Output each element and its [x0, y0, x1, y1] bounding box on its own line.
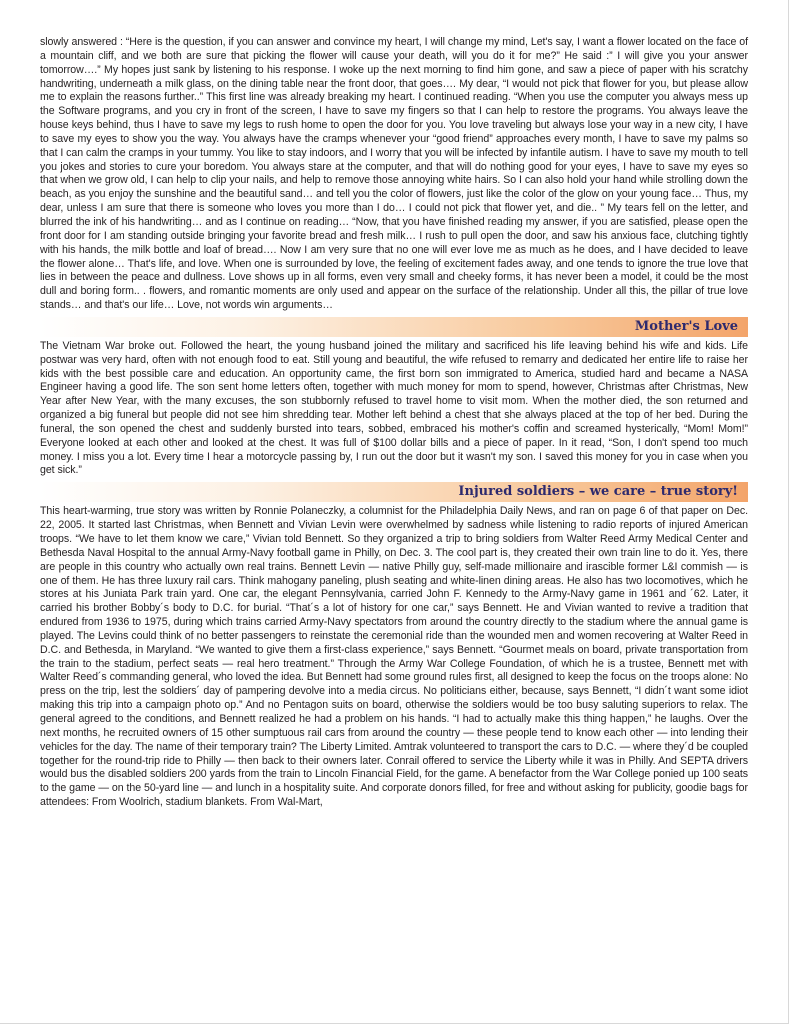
injured-soldiers-paragraph: This heart-warming, true story was written by Ronnie Polaneczky, a columnist for the Philadelphia Daily News, and ran on page 6 of that paper on Dec. 22, 2005. It started last Christmas, when Bennett and Vivian Levin were overwhelmed by sadness while listening to radio reports of injured American troops. “We have to let them know we care,” Vivian told Bennett. So they organized a trip to bring soldiers from Walter Reed Army Medical Center and Bethesda Naval Hospital to the annual Army-Navy football game in Philly, on Dec. 3. The cool part is, they created their own train line to do it. Yes, there are people in this country who actually own real trains. Bennett Levin — native Philly guy, self-made millionaire and irascible former L&I commish — is one of them. He has three luxury rail cars. Think mahogany paneling, plush seating and white-linen dining areas. He also has two locomotives, which he stores at his Juniata Park train yard. One car, the elegant Pennsylvania, carried John F. Kennedy to the Army-Navy game in 1961 and ´62. Later, it carried his brother Bobby´s body to D.C. for burial. “That´s a lot of history for one car,” says Bennett. He and Vivian wanted to revive a tradition that endured from 1936 to 1975, during which trains carried Army-Navy spectators from around the country directly to the stadium where the annual game is played. The Levins could think of no better passengers to reinstate the ceremonial ride than the wounded men and women recovering at Walter Reed in D.C. and Bethesda, in Maryland. “We wanted to give them a first-class experience,” says Bennett. “Gourmet meals on board, private transportation from the train to the stadium, perfect seats — real hero treatment.” Through the Army War College Foundation, of which he is a trustee, Bennett met with Walter Reed´s commanding general, who loved the idea. But Bennett had some ground rules first, all designed to keep the focus on the troops alone: No press on the trip, lest the soldiers´ day of pampering devolve into a media circus. No politicians either, because, says Bennett, “I didn´t want some idiot making this trip into a campaign photo op.” And no Pentagon suits on board, otherwise the soldiers would be too busy saluting superiors to relax. The general agreed to the conditions, and Bennett realized he had a problem on his hands. “I had to actually make this thing happen,” he laughs. Over the next months, he recruited owners of 15 other sumptuous rail cars from around the country — these people tend to know each other — into lending their vehicles for the day. The name of their temporary train? The Liberty Limited. Amtrak volunteered to transport the cars to D.C. — where they´d be coupled together for the round-trip ride to Philly — then back to their owners later. Conrail offered to service the Liberty while it was in Philly. And SEPTA drivers would bus the disabled soldiers 200 yards from the train to Lincoln Financial Field, for the game. A benefactor from the War College ponied up 100 seats to the game — on the 50-yard line — and lunch in a hospitality suite. And corporate donors filled, for free and without asking for publicity, goodie bags for attendees: From Woolrich, stadium blankets. From Wal-Mart, [40, 505, 748, 809]
love-story-paragraph: slowly answered : “Here is the question, if you can answer and convince my heart, I will change my mind, Let's say, I want a flower located on the face of a mountain cliff, and we both are sure that picking the flower will cause your death, will you do it for me?” He said :” I will give you your answer tomorrow….” My hopes just sank by listening to his response. I woke up the next morning to find him gone, and saw a piece of paper with his scratchy handwriting, underneath a milk glass, on the dining table near the front door, that goes…. My dear, “I would not pick that flower for you, but please allow me to explain the reasons further..” This first line was already breaking my heart. I continued reading. “When you use the computer you always mess up the Software programs, and you cry in front of the screen, I have to save my fingers so that I can help to restore the programs. You always leave the house keys behind, thus I have to save my legs to rush home to open the door for you. You love traveling but always lose your way in a new city, I have to save my eyes to show you the way. You always have the cramps whenever your “good friend” approaches every month, I have to save my palms so that I can calm the cramps in your tummy. You like to stay indoors, and I worry that you will be infected by infantile autism. I have to save my mouth to tell you jokes and stories to cure your boredom. You always stare at the computer, and that will do nothing good for your eyes, I have to save my eyes so that when we grow old, I can help to clip your nails, and help to remove those annoying white hairs. So I can also hold your hand while strolling down the beach, as you enjoy the sunshine and the beautiful sand… and tell you the color of flowers, just like the color of the glow on your young face… Thus, my dear, unless I am sure that there is someone who loves you more than I do… I could not pick that flower yet, and die.. ” My tears fell on the letter, and blurred the ink of his handwriting… and as I continue on reading… “Now, that you have finished reading my answer, if you are satisfied, please open the front door for I am standing outside bringing your favorite bread and fresh milk… I rush to pull open the door, and saw his anxious face, clutching tightly with his hands, the milk bottle and loaf of bread…. Now I am very sure that no one will ever love me as much as he does, and I have decided to leave the flower alone… That's life, and love. When one is surrounded by love, the feeling of excitement fades away, and one tends to ignore the true love that lies in between the peace and dullness. Love shows up in all forms, even very small and cheeky forms, it has never been a model, it could be the most dull and boring form.. . flowers, and romantic moments are only used and appear on the surface of the relationship. Under all this, the pillar of true love stands… and that's our life… Love, not words win arguments… [40, 36, 748, 312]
article-content [40, 36, 748, 810]
section-title-injured-soldiers: Injured soldiers – we care – true story! [458, 484, 738, 500]
section-header-injured-soldiers [40, 482, 748, 502]
section-header-mothers-love [40, 317, 748, 337]
mothers-love-paragraph: The Vietnam War broke out. Followed the heart, the young husband joined the military and sacrificed his life leaving behind his wife and kids. Life postwar was very hard, often with not enough food to eat. Still young and beautiful, the wife refused to remarry and dedicated her entire life to raise her kids with the best possible care and education. An opportunity came, the first born son immigrated to America, studied hard and became a NASA Engineer having a good life. The son sent home letters often, together with much money for mom to spend, however, Christmas after Christmas, New Year after New Year, with the many excuses, the son stubbornly refused to travel home to visit mom. When the mother died, the son returned and organized a big funeral but people did not see him shredding tear. Mother left behind a chest that she always placed at the top of her bed. During the funeral, the son opened the chest and suddenly bursted into tears, sobbed, embraced his mother's coffin and screamed hysterically, “Mom! Mom!” Everyone looked at each other and looked at the chest. It was full of $100 dollar bills and a piece of paper. In it read, “Son, I don't spend too much money. I miss you a lot. Every time I hear a motorcycle passing by, I run out the door but it wasn't my son. I saved this money for you in case when you get sick.” [40, 339, 748, 477]
section-title-mothers-love: Mother's Love [634, 318, 738, 334]
